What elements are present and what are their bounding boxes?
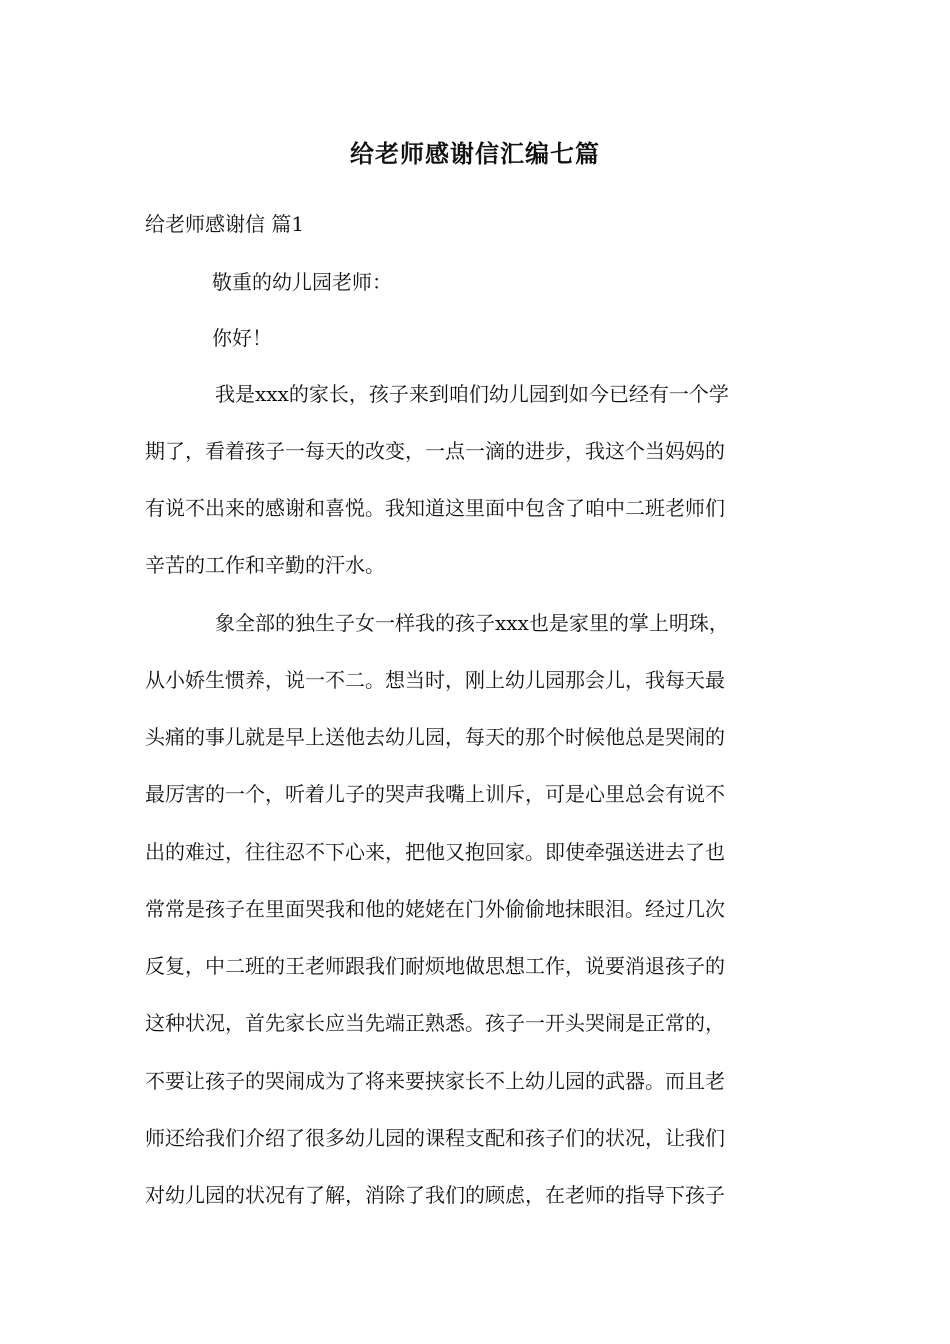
greeting: 你好！ (212, 326, 272, 350)
body-line: 对幼儿园的状况有了解，消除了我们的顾虑，在老师的指导下孩子 (145, 1183, 725, 1207)
body-line: 从小娇生惯养，说一不二。想当时，刚上幼儿园那会儿，我每天最 (145, 668, 725, 692)
body-line: 有说不出来的感谢和喜悦。我知道这里面中包含了咱中二班老师们 (145, 496, 725, 520)
body-line: 不要让孩子的哭闹成为了将来要挟家长不上幼儿园的武器。而且老 (145, 1069, 725, 1093)
body-line: 出的难过，往往忍不下心来，把他又抱回家。即使牵强送进去了也 (145, 840, 725, 864)
body-line: 象全部的独生子女一样我的孩子xxx也是家里的掌上明珠， (215, 611, 729, 635)
body-line: 常常是孩子在里面哭我和他的姥姥在门外偷偷地抹眼泪。经过几次 (145, 897, 725, 921)
section-heading: 给老师感谢信 篇1 (145, 212, 305, 236)
body-line: 最厉害的一个，听着儿子的哭声我嘴上训斥，可是心里总会有说不 (145, 782, 725, 806)
body-line: 反复，中二班的王老师跟我们耐烦地做思想工作，说要消退孩子的 (145, 954, 725, 978)
body-line: 师还给我们介绍了很多幼儿园的课程支配和孩子们的状况，让我们 (145, 1126, 725, 1150)
body-line: 期了，看着孩子一每天的改变，一点一滴的进步，我这个当妈妈的 (145, 439, 725, 463)
salutation: 敬重的幼儿园老师： (212, 270, 392, 294)
body-line: 我是xxx的家长，孩子来到咱们幼儿园到如今已经有一个学 (215, 382, 729, 406)
body-line: 头痛的事儿就是早上送他去幼儿园，每天的那个时候他总是哭闹的 (145, 725, 725, 749)
body-line: 辛苦的工作和辛勤的汗水。 (145, 553, 385, 577)
document-title: 给老师感谢信汇编七篇 (350, 139, 600, 168)
body-line: 这种状况，首先家长应当先端正熟悉。孩子一开头哭闹是正常的， (145, 1011, 725, 1035)
